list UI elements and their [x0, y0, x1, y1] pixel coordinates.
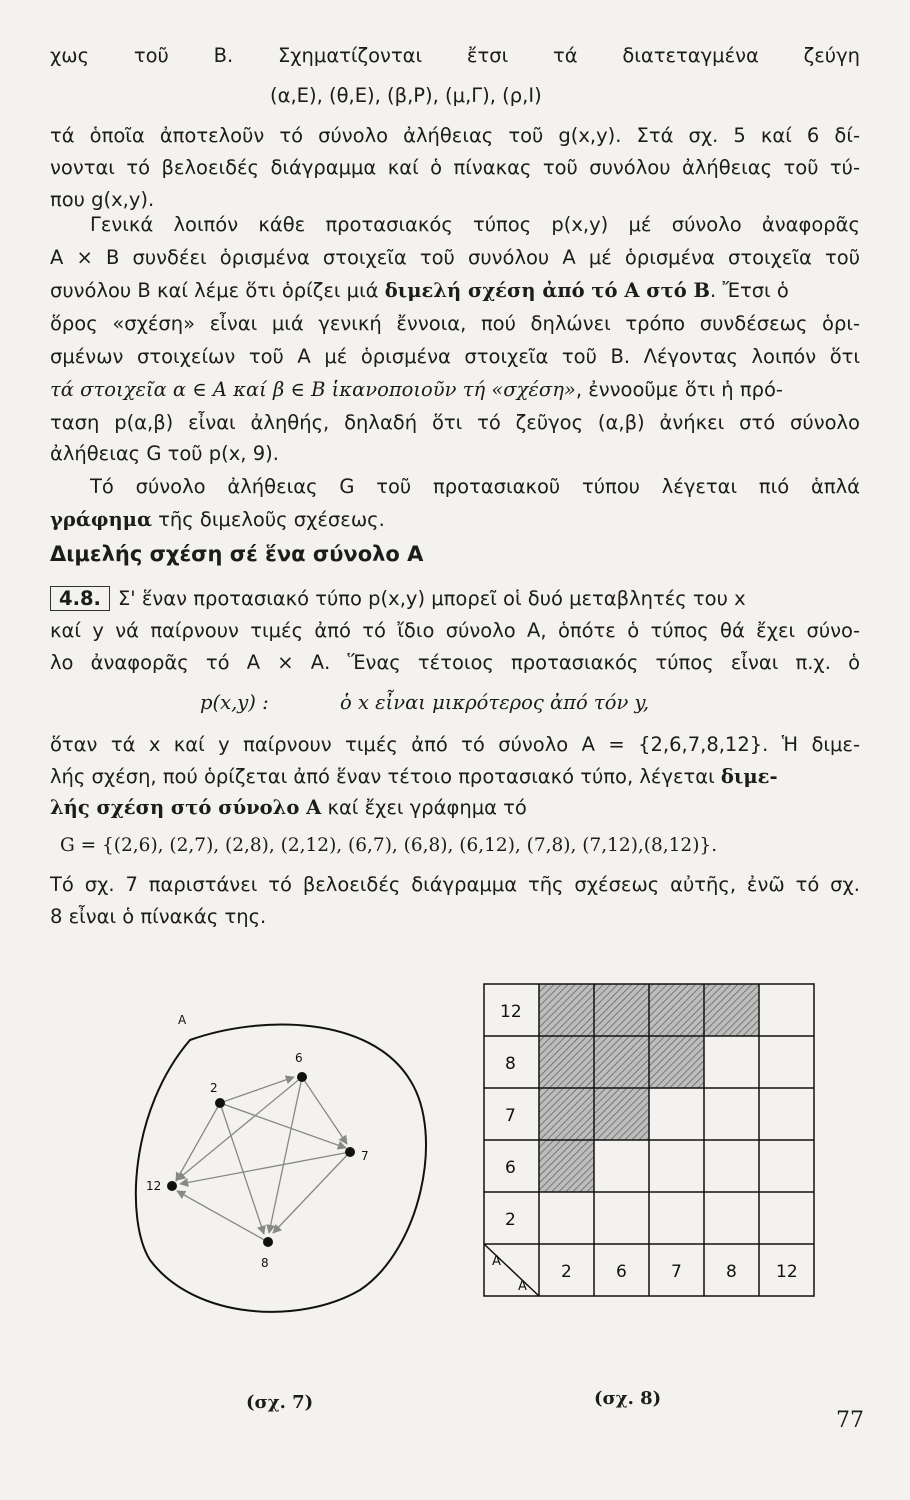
- corner-row-label: A: [492, 1254, 501, 1269]
- shaded-cell: [649, 984, 704, 1036]
- node-12: [167, 1181, 177, 1191]
- text-span: συνόλου Β καί λέμε ὅτι ὁρίζει μιά: [50, 279, 385, 302]
- text-line: Τό σύνολο ἀλήθειας G τοῦ προτασιακοῦ τύπου λέγεται πιό ἁπλά: [90, 475, 860, 498]
- bold-term: διμελή σχέση ἀπό τό Α στό Β: [384, 279, 711, 302]
- col-label: 8: [726, 1262, 737, 1282]
- text-line: Τό σχ. 7 παριστάνει τό βελοειδές διάγραμμα τῆς σχέσεως αὐτῆς, ἐνῶ τό σχ.: [50, 873, 860, 896]
- text-line: [50, 508, 860, 531]
- node-label: 8: [261, 1256, 269, 1270]
- node-label: 7: [361, 1149, 369, 1163]
- row-label: 8: [505, 1054, 516, 1074]
- col-label: 6: [616, 1262, 627, 1282]
- node-label: 6: [295, 1051, 303, 1065]
- col-label: 2: [561, 1262, 572, 1282]
- set-label: A: [178, 1013, 187, 1027]
- shaded-cell: [594, 984, 649, 1036]
- shaded-cell: [594, 1036, 649, 1088]
- arrow-6-7: [302, 1077, 347, 1144]
- formula-right: ὁ x εἶναι μικρότερος ἀπό τόν y,: [340, 691, 650, 714]
- text-line: ὅταν τά x καί y παίρνουν τιμές ἀπό τό σύνολο Α = {2,6,7,8,12}. Ἡ διμε-: [50, 733, 860, 756]
- text-line: [50, 279, 860, 302]
- relation-table: [480, 980, 820, 1310]
- text-line: [50, 796, 860, 819]
- shaded-cell: [539, 1036, 594, 1088]
- text-span: τῆς διμελοῦς σχέσεως.: [151, 508, 385, 531]
- node-2: [215, 1098, 225, 1108]
- shaded-cell: [539, 1088, 594, 1140]
- col-label: 12: [776, 1262, 798, 1282]
- corner-col-label: A: [518, 1279, 527, 1294]
- row-label: 2: [505, 1210, 516, 1230]
- page-number: 77: [836, 1408, 864, 1433]
- arrow-8-12: [177, 1191, 268, 1242]
- section-number: 4.8.: [50, 586, 110, 611]
- shaded-cell: [704, 984, 759, 1036]
- shaded-cell: [594, 1088, 649, 1140]
- figure-caption-8: (σχ. 8): [594, 1388, 662, 1409]
- figure-caption-7: (σχ. 7): [246, 1392, 314, 1413]
- text-span: καί ἔχει γράφημα τό: [321, 796, 527, 819]
- text-line: ταση p(α,β) εἶναι ἀληθής, δηλαδή ὅτι τό ζεῦγος (α,β) ἀνήκει στό σύνολο: [50, 411, 860, 434]
- set-outline: [136, 1025, 426, 1312]
- bold-term: διμε-: [720, 765, 778, 788]
- text-line: ἀλήθειας G τοῦ p(x, 9).: [50, 442, 279, 465]
- shaded-cell: [539, 1140, 594, 1192]
- formula-left: p(x,y) :: [200, 691, 269, 714]
- bold-term: γράφημα: [50, 508, 152, 531]
- text-span: λής σχέση, πού ὁρίζεται ἀπό ἕναν τέτοιο προτασιακό τύπο, λέγεται: [50, 765, 721, 788]
- text-line: λο ἀναφορᾶς τό Α × Α. Ἕνας τέτοιος προτασιακός τύπος εἶναι π.χ. ὁ: [50, 651, 860, 674]
- text-span: Σ' ἕναν προτασιακό τύπο p(x,y) μπορεῖ οἱ δυό μεταβλητές του x: [117, 587, 746, 610]
- text-line: νονται τό βελοειδές διάγραμμα καί ὁ πίνακας τοῦ συνόλου ἀλήθειας τοῦ τύ-: [50, 156, 860, 179]
- text-line: [50, 378, 860, 401]
- text-span: . Ἔτσι ὁ: [710, 279, 789, 302]
- node-8: [263, 1237, 273, 1247]
- text-line: που g(x,y).: [50, 188, 155, 211]
- corner-diagonal: [484, 1244, 539, 1296]
- section-heading: Διμελής σχέση σέ ἕνα σύνολο Α: [50, 542, 424, 566]
- arrow-2-7: [220, 1103, 346, 1148]
- node-6: [297, 1072, 307, 1082]
- bold-term: λής σχέση στό σύνολο Α: [50, 796, 322, 819]
- italic-statement: τά στοιχεῖα α ∈ A καί β ∈ B ἱκανοποιοῦν τή «σχέση»: [50, 378, 576, 401]
- text-line: [50, 765, 860, 788]
- col-label: 7: [671, 1262, 682, 1282]
- text-line: σμένων στοιχείων τοῦ Α μέ ὁρισμένα στοιχεῖα τοῦ Β. Λέγοντας λοιπόν ὅτι: [50, 345, 860, 368]
- text-line: Γενικά λοιπόν κάθε προτασιακός τύπος p(x,y) μέ σύνολο ἀναφορᾶς: [90, 213, 860, 236]
- text-line: τά ὁποῖα ἀποτελοῦν τό σύνολο ἀλήθειας τοῦ g(x,y). Στά σχ. 5 καί 6 δί-: [50, 124, 860, 147]
- node-7: [345, 1147, 355, 1157]
- text-line: 8 εἶναι ὁ πίνακάς της.: [50, 905, 267, 928]
- arrow-diagram: [120, 1000, 440, 1320]
- arrow-2-8: [220, 1103, 264, 1234]
- node-label: 12: [146, 1179, 162, 1193]
- text-line: [50, 586, 860, 611]
- text-line: ὅρος «σχέση» εἶναι μιά γενική ἔννοια, πού δηλώνει τρόπο συνδέσεως ὁρι-: [50, 312, 860, 335]
- arrow-2-12: [176, 1103, 220, 1181]
- text-line: A × B συνδέει ὁρισμένα στοιχεῖα τοῦ συνόλου Α μέ ὁρισμένα στοιχεῖα τοῦ: [50, 246, 860, 269]
- graph-set: G = {(2,6), (2,7), (2,8), (2,12), (6,7), (6,8), (6,12), (7,8), (7,12),(8,12)}.: [60, 835, 718, 856]
- text-line: χως τοῦ Β. Σχηματίζονται ἔτσι τά διατεταγμένα ζεύγη: [50, 44, 860, 67]
- arrow-2-6: [220, 1077, 294, 1103]
- node-label: 2: [210, 1081, 218, 1095]
- shaded-cell: [649, 1036, 704, 1088]
- text-line: καί y νά παίρνουν τιμές ἀπό τό ἴδιο σύνολο Α, ὁπότε ὁ τύπος θά ἔχει σύνο-: [50, 619, 860, 642]
- row-label: 6: [505, 1158, 516, 1178]
- ordered-pairs: (α,Ε), (θ,Ε), (β,Ρ), (μ,Γ), (ρ,Ι): [270, 84, 542, 107]
- text-span: , ἐννοοῦμε ὅτι ἡ πρό-: [575, 378, 783, 401]
- shaded-cell: [539, 984, 594, 1036]
- row-label: 12: [500, 1002, 522, 1022]
- row-label: 7: [505, 1106, 516, 1126]
